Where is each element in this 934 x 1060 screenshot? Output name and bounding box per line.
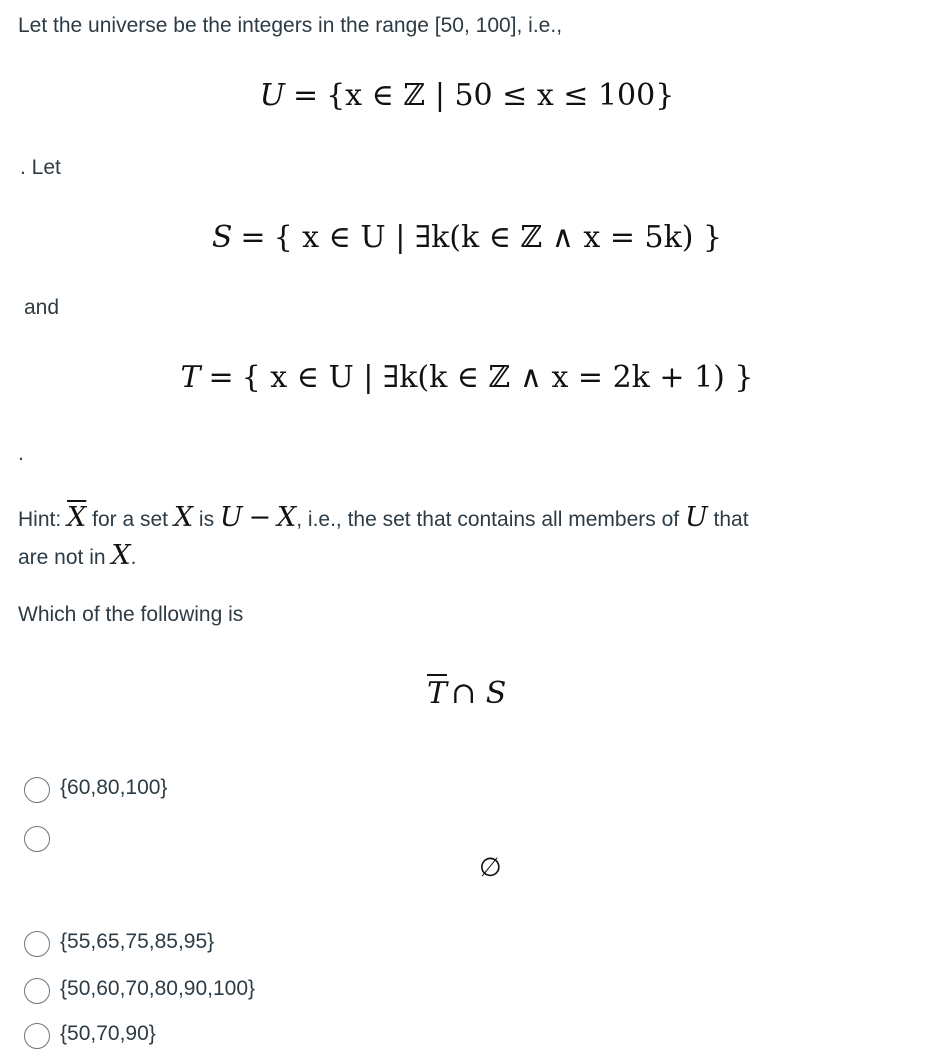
hint-that: that [713,508,749,531]
universe-equation: U = {x ∈ ℤ | 50 ≤ x ≤ 100} [259,78,675,113]
and-text: and [24,296,60,319]
hint-line-2 [18,540,136,571]
option-label[interactable]: {55,65,75,85,95} [60,930,215,953]
answer-option[interactable] [24,825,504,883]
hint-is: is [198,508,215,531]
question-expression [427,676,506,711]
hint-period: . [130,546,137,569]
set-s-equation: S = { x ∈ U | ∃k(k ∈ ℤ ∧ x = 5k) } [211,220,723,255]
hint-x-symbol: X [173,502,194,533]
radio-button[interactable] [24,978,50,1004]
radio-button[interactable] [24,826,50,852]
hint-for-a-set: for a set [92,508,168,531]
option-label[interactable]: {50,70,90} [60,1022,156,1045]
complement-x-symbol: $\overline{X}$ [67,502,87,533]
complement-t-symbol: $\overline{T}$ [427,676,448,711]
option-label[interactable]: {50,60,70,80,90,100} [60,977,256,1000]
radio-button[interactable] [24,931,50,957]
hint-prefix: Hint: [18,508,62,531]
option-label[interactable]: {60,80,100} [60,776,168,799]
equation-end-dot: . [18,442,24,465]
option-label[interactable]: ∅ [479,853,502,883]
set-t-equation: T = { x ∈ U | ∃k(k ∈ ℤ ∧ x = 2k + 1) } [180,360,754,395]
hint-are-not-in: are not in [18,546,106,569]
intro-text: Let the universe be the integers in the range [50, 100], i.e., [18,14,563,37]
radio-button[interactable] [24,777,50,803]
set-t-symbol: T [180,360,201,395]
hint-minus: − [248,502,272,533]
universe-symbol: U [259,78,285,113]
radio-button[interactable] [24,1023,50,1049]
universe-definition: {x ∈ ℤ | 50 ≤ x ≤ 100} [326,78,675,113]
hint-u-symbol-2: U [684,502,708,533]
intersection-s: ∩ S [451,676,507,711]
set-s-definition: { x ∈ U | ∃k(k ∈ ℤ ∧ x = 5k) } [273,220,723,255]
set-t-definition: { x ∈ U | ∃k(k ∈ ℤ ∧ x = 2k + 1) } [241,360,754,395]
hint-line-1 [18,502,749,533]
question-text: Which of the following is [18,603,244,626]
set-s-symbol: S [211,220,233,255]
hint-x-symbol-3: X [111,540,131,571]
hint-x-symbol-2: X [277,502,297,533]
let-text: . Let [20,156,61,179]
hint-ie: , i.e., the set that contains all members of [296,508,680,531]
hint-u-symbol: U [219,502,243,533]
